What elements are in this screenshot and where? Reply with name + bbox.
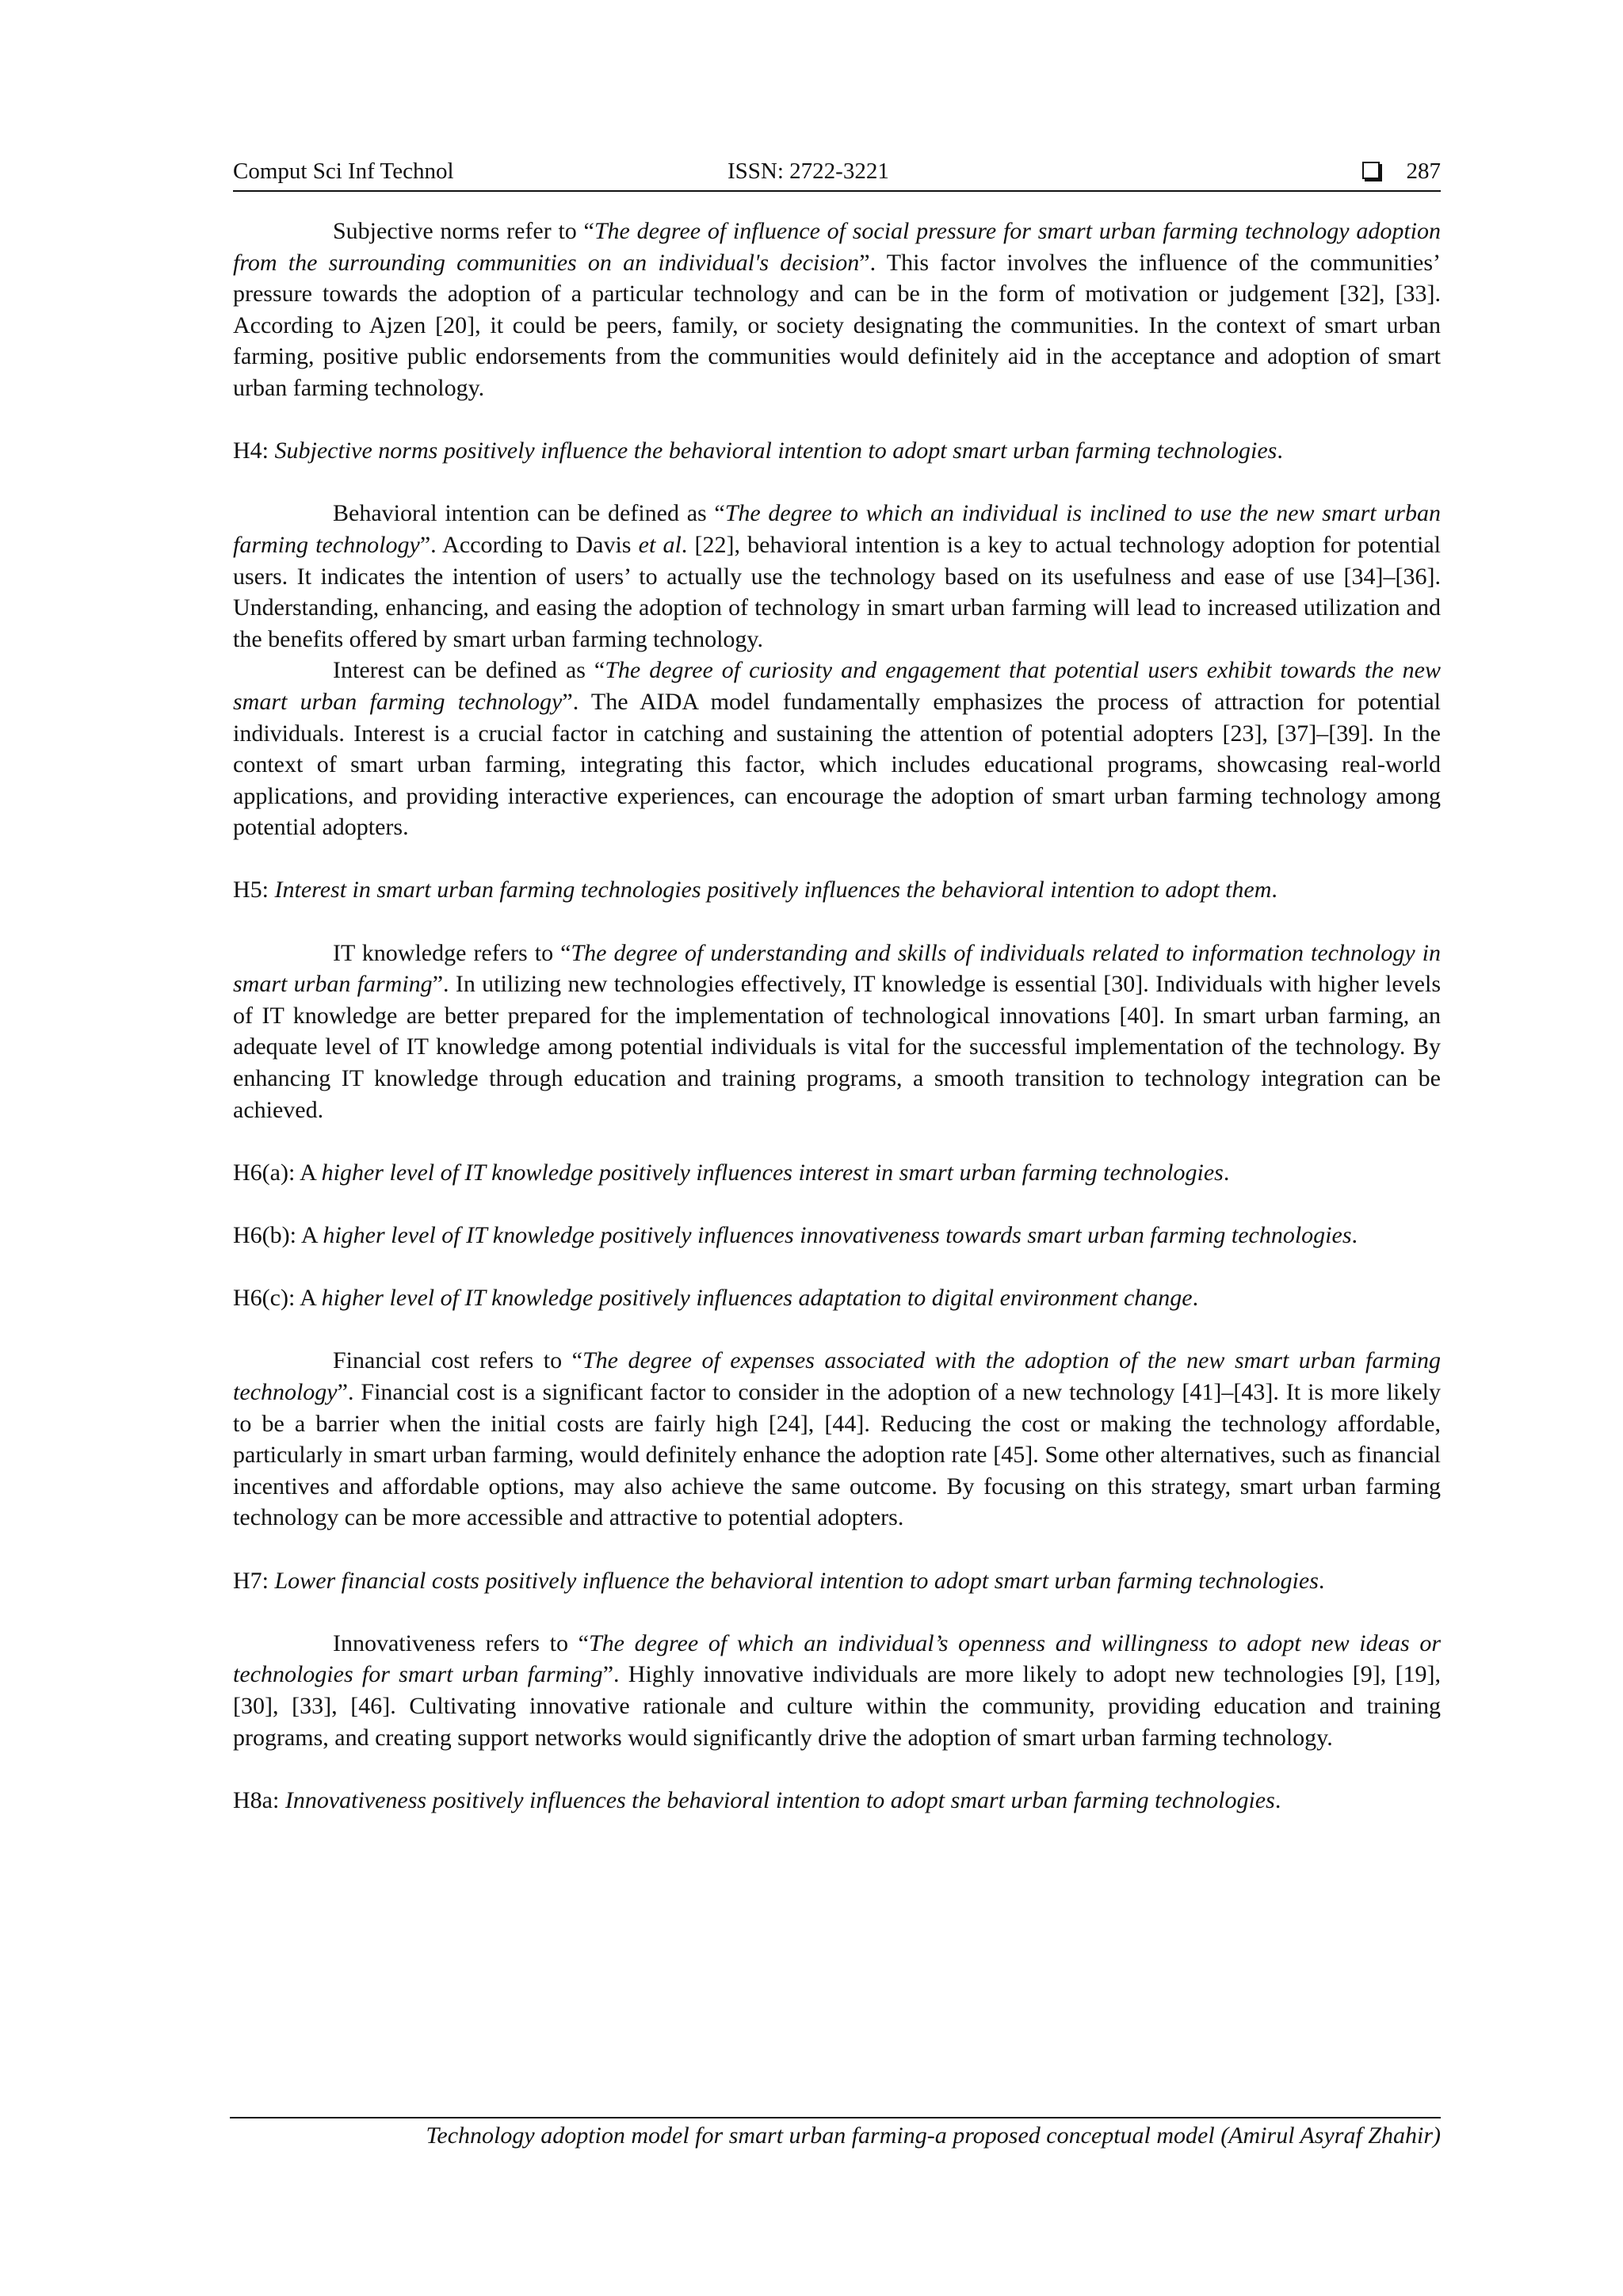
running-header [233, 155, 1441, 192]
hypothesis-h7: H7: Lower financial costs positively influence the behavioral intention to adopt smart urban farming technologies. [233, 1567, 1325, 1594]
square-bullet-icon [1362, 162, 1380, 179]
journal-name: Comput Sci Inf Technol [233, 159, 454, 184]
paragraph-interest: Interest can be defined as “The degree of curiosity and engagement that potential users exhibit towards the new smart urban farming technology”. The AIDA model fundamentally emphasizes the process of attraction for potential individuals. Interest is a crucial factor in catching and sustaining the attention of potential adopters [23], [37]–[39]. In the context of smart urban farming, integrating this factor, which includes educational programs, showcasing real-world applications, and providing interactive experiences, can encourage the adoption of smart urban farming technology among potential adopters. [233, 657, 1441, 841]
hypothesis-h6c: H6(c): A higher level of IT knowledge positively influences adaptation to digital environment change. [233, 1285, 1199, 1312]
body-text [233, 216, 1441, 1816]
paragraph-behavioral-intention: Behavioral intention can be defined as “The degree to which an individual is inclined to use the new smart urban farming technology”. According to Davis et al. [22], behavioral intention is a key to actual technology adoption for potential users. It indicates the intention of users’ to actually use the technology based on its usefulness and ease of use [34]–[36]. Understanding, enhancing, and easing the adoption of technology in smart urban farming will lead to increased utilization and the benefits offered by smart urban farming technology. [233, 500, 1441, 652]
hypothesis-h8a: H8a: Innovativeness positively influences the behavioral intention to adopt smart urban farming technologies. [233, 1786, 1281, 1813]
hypothesis-h6a: H6(a): A higher level of IT knowledge positively influences interest in smart urban farming technologies. [233, 1159, 1230, 1186]
paragraph-innovativeness: Innovativeness refers to “The degree of which an individual’s openness and willingness to adopt new ideas or technologies for smart urban farming”. Highly innovative individuals are more likely to adopt new technologies [9], [19], [30], [33], [46]. Cultivating innovative rationale and culture within the community, providing education and training programs, and creating support networks would significantly drive the adoption of smart urban farming technology. [233, 1629, 1441, 1751]
paragraph-it-knowledge: IT knowledge refers to “The degree of understanding and skills of individuals related to information technology in smart urban farming”. In utilizing new technologies effectively, IT knowledge is essential [30]. Individuals with higher levels of IT knowledge are better prepared for the implementation of technological innovations [40]. In smart urban farming, an adequate level of IT knowledge among potential individuals is vital for the successful implementation of the technology. By enhancing IT knowledge through education and training programs, a smooth transition to technology integration can be achieved. [233, 939, 1441, 1123]
issn: ISSN: 2722-3221 [727, 159, 889, 184]
hypothesis-h4: H4: Subjective norms positively influence the behavioral intention to adopt smart urban farming technologies. [233, 437, 1283, 464]
paragraph-financial-cost: Financial cost refers to “The degree of expenses associated with the adoption of the new smart urban farming technology”. Financial cost is a significant factor to consider in the adoption of a new technology [41]–[43]. It is more likely to be a barrier when the initial costs are fairly high [24], [44]. Reducing the cost or making the technology affordable, particularly in smart urban farming, would definitely enhance the adoption rate [45]. Some other alternatives, such as financial incentives and affordable options, may also achieve the same outcome. By focusing on this strategy, smart urban farming technology can be more accessible and attractive to potential adopters. [233, 1347, 1442, 1531]
hypothesis-h5: H5: Interest in smart urban farming technologies positively influences the behavioral intention to adopt them. [233, 877, 1277, 904]
paragraph-subjective-norms: Subjective norms refer to “The degree of influence of social pressure for smart urban farming technology adoption from the surrounding communities on an individual's decision”. This factor involves the influence of the communities’ pressure towards the adoption of a particular technology and can be in the form of motivation or judgement [32], [33]. According to Ajzen [20], it could be peers, family, or society designating the communities. In the context of smart urban farming, positive public endorsements from the communities would definitely aid in the acceptance and adoption of smart urban farming technology. [233, 218, 1441, 401]
page-number: 287 [1406, 159, 1441, 184]
footer-divider [230, 2117, 1441, 2118]
running-footer: Technology adoption model for smart urban farming-a proposed conceptual model (Amirul Asyraf Zhahir) [426, 2122, 1441, 2149]
hypothesis-h6b: H6(b): A higher level of IT knowledge positively influences innovativeness towards smart urban farming technologies. [233, 1222, 1358, 1248]
